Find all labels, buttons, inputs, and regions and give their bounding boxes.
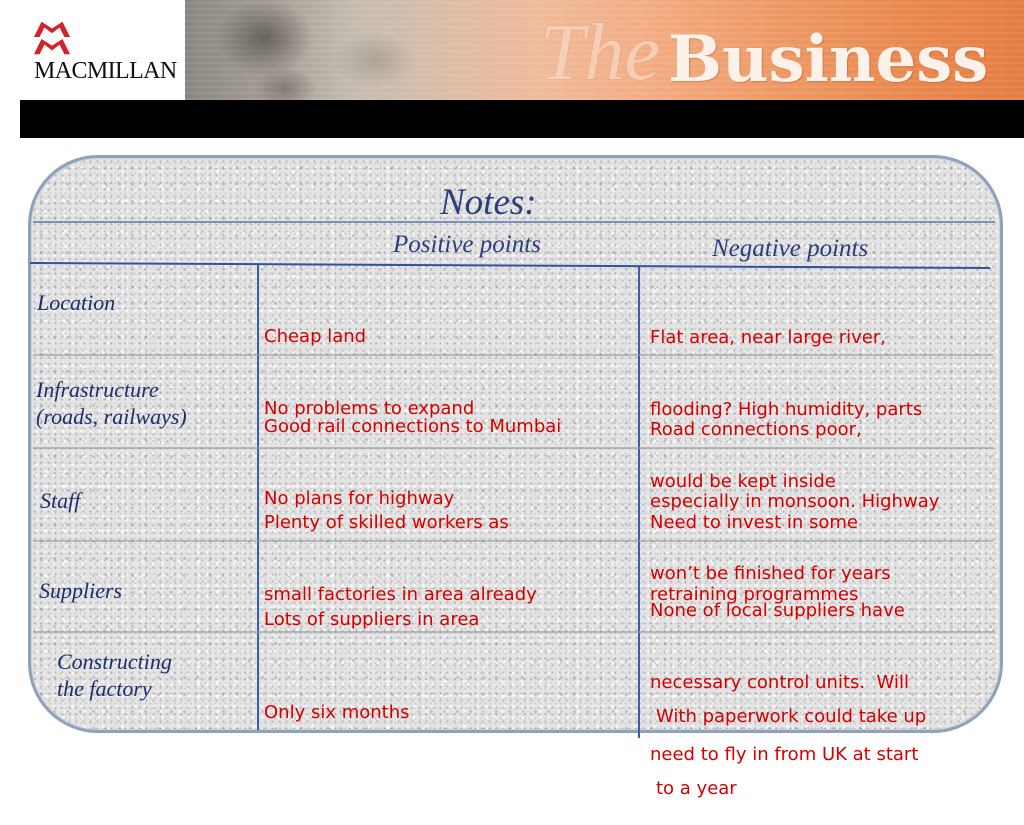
title-prefix: The [540,9,660,97]
header-banner [185,0,1024,100]
row-label-constructing [57,648,172,702]
row-label-suppliers [39,577,122,604]
note-line: won’t be finished for years [650,563,891,584]
publisher-name: MACMILLAN [34,58,177,84]
positive-cell-suppliers [264,560,479,656]
note-line: small factories in area already [264,584,537,605]
note-line: With paperwork could take up [656,706,927,727]
note-line: Lots of suppliers in area [264,609,480,630]
note-line: Flat area, near large river, [650,327,886,348]
row-label-line: Location [37,290,116,315]
note-line: retraining programmes [650,584,859,605]
column-header-negative: Negative points [712,235,869,262]
title-main: Business [668,22,989,97]
note-line: especially in monsoon. Highway [650,491,940,512]
row-label-staff [40,487,80,514]
note-line: None of local suppliers have [650,600,905,621]
note-line: Good rail connections to Mumbai [264,416,562,437]
note-line: Cheap land [264,326,367,347]
macmillan-logo-icon [32,17,72,59]
note-line: necessary control units. Will [650,672,909,693]
row-label-line: Suppliers [39,578,123,603]
note-line: would be kept inside [650,471,836,492]
row-label-line: Infrastructure [36,377,159,402]
note-line: Plenty of skilled workers as [264,512,509,533]
positive-cell-constructing [264,653,410,749]
note-line: No problems to expand [264,398,475,419]
row-label-line: the factory [57,676,152,701]
note-line: Need to invest in some [650,512,858,533]
row-label-line: (roads, railways) [36,404,187,429]
row-label-line: Staff [40,488,81,513]
note-line: flooding? High humidity, parts [650,399,923,420]
row-label-location [37,289,115,316]
note-line: Road connections poor, [650,419,862,440]
row-label-line: Constructing [57,649,172,674]
header-bar [20,100,1024,138]
note-line: No plans for highway [264,488,455,509]
note-line: Only six months [264,702,410,723]
note-line: to a year [656,778,737,799]
column-header-positive: Positive points [393,231,541,258]
negative-cell-constructing [656,657,926,825]
notes-title: Notes: [440,182,537,223]
row-label-infrastructure [36,376,187,430]
note-line: need to fly in from UK at start [650,744,919,765]
